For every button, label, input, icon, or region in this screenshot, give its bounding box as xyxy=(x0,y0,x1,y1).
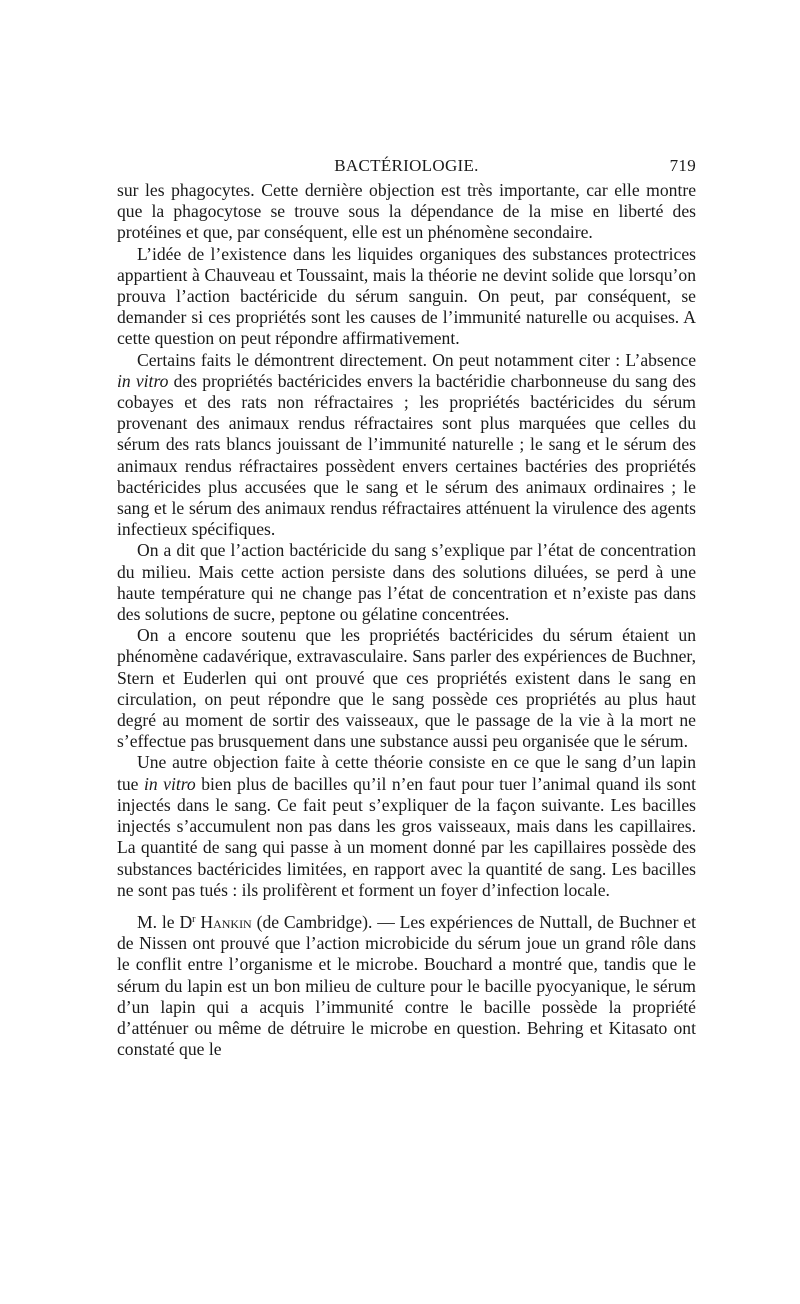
paragraph-7-text: (de Cambridge). — Les expériences de Nuttall, de Buchner et de Nissen ont prouvé que l’action microbicide du sérum joue un grand rôle dans le conflit entre l’organisme et le microbe. Bouchard a montré que, tandis que le sérum du lapin est un bon milieu de culture pour le bacille pyocyanique, le sérum d’un lapin qui a acquis l’immunité contre le bacille possède la propriété d’atténuer ou même de détruire le microbe en question. Behring et Kitasato ont constaté que le xyxy=(117,911,696,1060)
paragraph-6-text-b: bien plus de bacilles qu’il n’en faut pour tuer l’animal quand ils sont injectés dans le sang. Ce fait peut s’expliquer de la façon suivante. Les bacilles injectés s’accumulent non pas dans les gros vaisseaux, mais dans les capillaires. La quantité de sang qui passe à un moment donné par les capillaires possède des substances bactéricides limitées, en rapport avec la quantité de sang. Les bacilles ne sont pas tués : ils prolifèrent et forment un foyer d’infection locale. xyxy=(117,773,696,900)
page-header xyxy=(117,150,696,180)
book-page xyxy=(117,150,696,1060)
paragraph-6-text-a: Une autre objection faite à cette théorie consiste en ce que le sang d’un lapin tue xyxy=(117,752,696,794)
paragraph-3-italic: in vitro xyxy=(117,370,169,391)
paragraph-6-italic: in vitro xyxy=(143,773,196,794)
paragraph-3 xyxy=(117,350,696,541)
paragraph-1: sur les phagocytes. Cette dernière objection est très importante, car elle montre que la phagocytose se trouve sous la dépendance de la mise en liberté des protéines et que, par conséquent, elle est un phénomène secondaire. xyxy=(117,180,696,243)
speaker-prefix: M. le D xyxy=(137,911,193,932)
paragraph-5: On a encore soutenu que les propriétés bactéricides du sérum étaient un phénomène cadavérique, extravasculaire. Sans parler des expériences de Buchner, Stern et Euderlen qui ont prouvé que ces propriétés existent dans le sang en circulation, on peut répondre que le sang possède ces propriétés au plus haut degré au moment de sortir des vaisseaux, que le passage de la vie à la mort ne s’effectue pas brusquement dans une substance aussi peu organisée que le sérum. xyxy=(117,625,696,752)
page-number: 719 xyxy=(669,156,696,175)
paragraph-6 xyxy=(117,752,696,900)
paragraph-7 xyxy=(117,912,696,1060)
paragraph-2: L’idée de l’existence dans les liquides organiques des substances protectrices appartient à Chauveau et Toussaint, mais la théorie ne devint solide que lorsqu’on prouva l’action bactéricide du sérum sanguin. On peut, par conséquent, se demander si ces propriétés sont les causes de l’immunité naturelle ou acquises. A cette question on peut répondre affirmativement. xyxy=(117,243,696,349)
paragraph-3-text-b: des propriétés bactéricides envers la bactéridie charbonneuse du sang des cobayes et des rats non réfractaires ; les propriétés bactéricides du sérum provenant des animaux rendus réfractaires sont plus marquées que celles du sérum des rats blancs jouissant de l’immunité naturelle ; le sang et le sérum des animaux rendus réfractaires possèdent envers certaines bactéries des propriétés bactéricides plus accusées que le sang et le sérum des animaux ordinaires ; le sang et le sérum des animaux rendus réfractaires atténuent la virulence des agents infectieux spécifiques. xyxy=(117,370,696,540)
speaker-name: Hankin xyxy=(200,911,252,932)
paragraph-3-text-a: Certains faits le démontrent directement. On peut notamment citer : L’absence xyxy=(137,349,696,370)
speaker-title-sup: r xyxy=(192,913,196,925)
paragraph-4: On a dit que l’action bactéricide du sang s’explique par l’état de concentration du milieu. Mais cette action persiste dans des solutions diluées, se perd à une haute température qui ne change pas l’état de concentration et n’existe pas dans des solutions de sucre, peptone ou gélatine concentrées. xyxy=(117,540,696,625)
running-title: BACTÉRIOLOGIE. xyxy=(334,156,479,175)
